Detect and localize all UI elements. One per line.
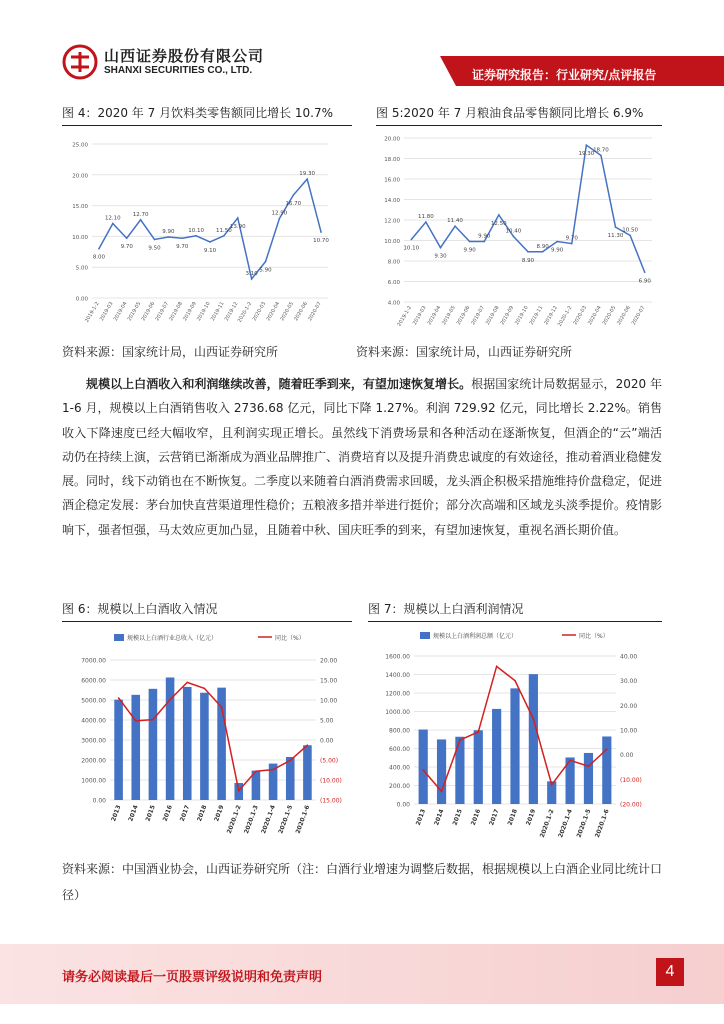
bar bbox=[149, 689, 158, 800]
y-left-tick-label: 1600.00 bbox=[385, 653, 410, 661]
y-right-tick-label: 30.00 bbox=[620, 678, 638, 686]
data-point bbox=[320, 231, 322, 233]
fig7-combo-chart bbox=[368, 626, 664, 848]
data-label: 12.70 bbox=[132, 211, 149, 218]
x-tick-label: 2020.1-6 bbox=[593, 808, 611, 839]
data-label: 9.10 bbox=[203, 247, 217, 254]
y-tick-label: 15.00 bbox=[72, 204, 88, 211]
yoy-point bbox=[221, 706, 223, 708]
y-right-tick-label: 5.00 bbox=[320, 717, 334, 725]
fig5-title: 图 5:2020 年 7 月粮油食品零售额同比增长 6.9% bbox=[376, 106, 644, 120]
bar bbox=[455, 737, 464, 804]
bar bbox=[183, 687, 192, 800]
y-tick-label: 18.00 bbox=[384, 157, 400, 163]
fig4-title: 图 4：2020 年 7 月饮料类零售额同比增长 10.7% bbox=[62, 106, 334, 120]
x-tick-label: 2019-04 bbox=[112, 301, 129, 323]
x-tick-label: 2020.1-4 bbox=[260, 804, 277, 835]
x-tick-label: 2018 bbox=[196, 804, 209, 823]
y-left-tick-label: 200.00 bbox=[389, 783, 410, 790]
y-tick-label: 25.00 bbox=[72, 142, 88, 149]
y-left-tick-label: 600.00 bbox=[389, 746, 410, 753]
data-label: 11.30 bbox=[607, 233, 624, 240]
data-point bbox=[469, 241, 471, 243]
x-tick-label: 2020.1-2 bbox=[538, 808, 556, 839]
x-tick-label: 2020.1-2 bbox=[225, 804, 243, 835]
x-tick-label: 2019-05 bbox=[441, 305, 457, 327]
x-tick-label: 2020-04 bbox=[265, 301, 282, 323]
x-tick-label: 2019-11 bbox=[528, 305, 545, 327]
legend-bar-label: 规模以上白酒利润总额（亿元） bbox=[433, 633, 518, 640]
yoy-point bbox=[135, 720, 137, 722]
data-point bbox=[440, 247, 442, 249]
yoy-point bbox=[152, 719, 154, 721]
x-tick-label: 2019-08 bbox=[168, 301, 184, 323]
data-label: 8.90 bbox=[536, 243, 549, 250]
data-point bbox=[292, 194, 294, 196]
data-point bbox=[154, 239, 156, 241]
x-tick-label: 2019 bbox=[213, 804, 226, 823]
bar bbox=[474, 730, 483, 804]
y-right-tick-label: (15.00) bbox=[320, 797, 342, 805]
x-tick-label: 2020-03 bbox=[572, 305, 589, 327]
fig7-title: 图 7：规模以上白酒利润情况 bbox=[368, 602, 524, 616]
data-point bbox=[483, 241, 485, 243]
yoy-point bbox=[169, 699, 171, 701]
y-tick-label: 0.00 bbox=[75, 296, 88, 303]
bar bbox=[529, 674, 538, 804]
data-point bbox=[112, 223, 114, 225]
data-point bbox=[586, 144, 588, 146]
x-tick-label: 2019-09 bbox=[182, 301, 198, 323]
page-number: 4 bbox=[656, 958, 684, 986]
x-tick-label: 2015 bbox=[144, 804, 157, 823]
data-point bbox=[513, 236, 515, 238]
bar bbox=[303, 745, 312, 800]
data-label: 9.70 bbox=[176, 244, 189, 251]
x-tick-label: 2016 bbox=[469, 808, 483, 827]
data-label: 9.90 bbox=[162, 229, 175, 236]
x-tick-label: 2020-06 bbox=[293, 301, 309, 323]
y-tick-label: 16.00 bbox=[384, 177, 400, 184]
data-label: 9.90 bbox=[463, 247, 476, 254]
x-tick-label: 2020.1-3 bbox=[243, 804, 260, 835]
data-point bbox=[126, 237, 128, 239]
data-label: 11.40 bbox=[447, 218, 463, 225]
x-tick-label: 2020-04 bbox=[587, 305, 603, 327]
x-tick-label: 2019-06 bbox=[455, 305, 472, 327]
x-tick-label: 2020-05 bbox=[601, 305, 618, 327]
y-tick-label: 5.00 bbox=[75, 265, 88, 272]
fig4-source: 资料来源：国家统计局，山西证券研究所 bbox=[62, 345, 279, 359]
y-left-tick-label: 2000.00 bbox=[81, 757, 106, 765]
y-tick-label: 20.00 bbox=[72, 173, 88, 180]
data-label: 9.90 bbox=[551, 247, 564, 254]
y-right-tick-label: (10.00) bbox=[320, 777, 342, 785]
y-right-tick-label: 20.00 bbox=[320, 657, 338, 665]
data-label: 8.00 bbox=[92, 254, 106, 261]
data-label: 19.30 bbox=[299, 171, 316, 178]
bar bbox=[510, 688, 519, 804]
fig6-title: 图 6：规模以上白酒收入情况 bbox=[62, 602, 218, 616]
body-lead-bold: 规模以上白酒收入和利润继续改善，随着旺季到来，有望加速恢复增长。 bbox=[86, 377, 472, 391]
footnote-source: 资料来源：中国酒业协会，山西证券研究所（注：白酒行业增速为调整后数据，根据规模以上白酒企业同比统计口径） bbox=[62, 862, 663, 902]
company-name-cn: 山西证券股份有限公司 bbox=[104, 46, 265, 65]
yoy-point bbox=[533, 718, 535, 720]
bar bbox=[131, 695, 140, 800]
yoy-point bbox=[606, 748, 608, 750]
fig5-title-rule bbox=[376, 125, 662, 126]
x-tick-label: 2020-07 bbox=[307, 301, 323, 323]
bar bbox=[602, 736, 611, 804]
data-label: 10.70 bbox=[313, 238, 329, 245]
data-label: 10.50 bbox=[622, 227, 638, 234]
x-tick-label: 2013 bbox=[414, 808, 428, 827]
yoy-point bbox=[477, 731, 479, 733]
y-tick-label: 10.00 bbox=[384, 239, 400, 245]
data-point bbox=[223, 235, 225, 237]
data-label: 9.90 bbox=[478, 233, 491, 240]
data-label: 10.40 bbox=[505, 228, 522, 235]
fig4-line-chart bbox=[62, 130, 352, 338]
x-tick-label: 2014 bbox=[127, 804, 140, 823]
data-label: 19.30 bbox=[578, 151, 595, 158]
x-tick-label: 2019-07 bbox=[154, 301, 171, 323]
yoy-point bbox=[514, 680, 516, 682]
x-tick-label: 2017 bbox=[488, 808, 501, 827]
x-tick-label: 2019-05 bbox=[126, 301, 143, 323]
body-paragraph bbox=[62, 372, 662, 542]
y-left-tick-label: 3000.00 bbox=[81, 737, 106, 745]
company-name-en: SHANXI SECURITIES CO., LTD. bbox=[104, 64, 253, 76]
data-point bbox=[498, 214, 500, 216]
data-point bbox=[209, 241, 211, 243]
y-right-tick-label: 15.00 bbox=[320, 677, 338, 685]
data-point bbox=[265, 261, 267, 263]
x-tick-label: 2020.1-5 bbox=[277, 804, 295, 835]
x-tick-label: 2019-11 bbox=[209, 301, 226, 323]
x-tick-label: 2019-1-2 bbox=[84, 301, 101, 324]
fig5-line-chart bbox=[376, 130, 666, 338]
y-left-tick-label: 5000.00 bbox=[81, 697, 106, 705]
yoy-point bbox=[118, 697, 120, 699]
x-tick-label: 2019-09 bbox=[499, 305, 516, 327]
yoy-point bbox=[255, 770, 257, 772]
data-label: 11.80 bbox=[418, 214, 434, 221]
data-label: 10.10 bbox=[188, 227, 204, 234]
bar bbox=[286, 757, 295, 800]
x-tick-label: 2020.1-6 bbox=[294, 804, 312, 835]
x-tick-label: 2020-1-2 bbox=[236, 301, 254, 324]
x-tick-label: 2020-07 bbox=[630, 305, 647, 327]
legend-line-label: 同比（%） bbox=[579, 633, 609, 640]
y-left-tick-label: 0.00 bbox=[92, 797, 106, 805]
data-point bbox=[425, 221, 427, 223]
report-type-label: 证券研究报告：行业研究/点评报告 bbox=[472, 68, 657, 82]
x-tick-label: 2015 bbox=[451, 808, 464, 827]
y-right-tick-label: 10.00 bbox=[620, 727, 638, 735]
x-tick-label: 2020-03 bbox=[251, 301, 268, 323]
data-label: 12.90 bbox=[271, 210, 288, 217]
fig6-combo-chart bbox=[62, 626, 356, 848]
y-right-tick-label: (10.00) bbox=[620, 776, 642, 784]
x-tick-label: 2019-07 bbox=[470, 305, 486, 327]
data-label: 13.90 bbox=[229, 223, 246, 230]
data-point bbox=[629, 235, 631, 237]
data-label: 5.90 bbox=[259, 267, 272, 274]
data-label: 16.70 bbox=[285, 201, 302, 208]
yoy-point bbox=[441, 791, 443, 793]
x-tick-label: 2019-03 bbox=[98, 301, 115, 323]
yoy-point bbox=[186, 682, 188, 684]
y-tick-label: 20.00 bbox=[384, 136, 400, 143]
body-text: 根据国家统计局数据显示，2020 年 1-6 月，规模以上白酒销售收入 2736.68 亿元，同比下降 1.27%。利润 729.92 亿元，同比增长 2.22%。销售收入下降速度已经大幅收窄，且利润实现正增长。虽然线下消费场景和各种活动在逐渐恢复，但酒企的“云”端活动仍在持续上演，云营销已渐渐成为酒业品牌推广、消费培育以及提升消费忠诚度的有效途径，推动着酒业稳健发展。同时，线下动销也在不断恢复。二季度以来随着白酒消费需求回暖，龙头酒企积极采措施维持价盘稳定，促进酒企稳定发展：茅台加快直营渠道理性稳价；五粮液多措并举进行挺价；部分次高端和区域龙头淡季提价。疫情影响下，强者恒强，马太效应更加凸显，且随着中秋、国庆旺季的到来，有望加速恢复，重视名酒长期价值。 bbox=[62, 377, 663, 537]
data-point bbox=[410, 239, 412, 241]
data-point bbox=[571, 243, 573, 245]
series-line bbox=[99, 179, 321, 279]
y-left-tick-label: 400.00 bbox=[389, 764, 410, 772]
yoy-line bbox=[119, 682, 308, 790]
fig5-source: 资料来源：国家统计局，山西证券研究所 bbox=[356, 345, 573, 359]
legend-bar-swatch bbox=[420, 632, 430, 639]
data-point bbox=[195, 235, 197, 237]
fig6-title-rule bbox=[62, 621, 352, 622]
yoy-point bbox=[307, 744, 309, 746]
data-label: 11.50 bbox=[216, 227, 232, 234]
bar bbox=[584, 753, 593, 804]
data-point bbox=[644, 271, 646, 273]
data-label: 9.70 bbox=[565, 235, 578, 242]
y-tick-label: 6.00 bbox=[387, 280, 400, 286]
data-point bbox=[98, 248, 100, 250]
x-tick-label: 2019-06 bbox=[140, 301, 157, 323]
yoy-point bbox=[204, 688, 206, 690]
data-point bbox=[615, 226, 617, 228]
footer-disclaimer: 请务必阅读最后一页股票评级说明和免责声明 bbox=[62, 970, 323, 985]
y-right-tick-label: 10.00 bbox=[320, 697, 338, 705]
y-tick-label: 14.00 bbox=[384, 198, 400, 204]
y-right-tick-label: 20.00 bbox=[620, 702, 638, 710]
x-tick-label: 2020.1-5 bbox=[575, 808, 593, 839]
yoy-point bbox=[551, 784, 553, 786]
y-tick-label: 10.00 bbox=[72, 234, 88, 241]
data-point bbox=[454, 225, 456, 227]
y-tick-label: 12.00 bbox=[384, 218, 400, 225]
y-left-tick-label: 1000.00 bbox=[385, 709, 410, 716]
x-tick-label: 2019-04 bbox=[426, 305, 443, 327]
x-tick-label: 2019-10 bbox=[196, 301, 212, 323]
y-tick-label: 8.00 bbox=[387, 259, 400, 266]
data-label: 12.50 bbox=[490, 220, 507, 227]
yoy-point bbox=[238, 790, 240, 792]
y-right-tick-label: (20.00) bbox=[620, 801, 642, 809]
yoy-point bbox=[569, 760, 571, 762]
yoy-point bbox=[496, 666, 498, 668]
yoy-point bbox=[289, 760, 291, 762]
data-point bbox=[542, 251, 544, 253]
x-tick-label: 2019-1-2 bbox=[396, 305, 414, 328]
data-point bbox=[140, 219, 142, 221]
y-left-tick-label: 6000.00 bbox=[81, 677, 106, 685]
report-header bbox=[0, 0, 724, 95]
yoy-point bbox=[588, 765, 590, 767]
yoy-point bbox=[459, 739, 461, 741]
y-left-tick-label: 1400.00 bbox=[385, 672, 410, 679]
data-point bbox=[181, 237, 183, 239]
data-label: 9.30 bbox=[434, 253, 447, 260]
y-left-tick-label: 800.00 bbox=[389, 727, 410, 735]
yoy-point bbox=[422, 769, 424, 771]
data-label: 9.70 bbox=[120, 244, 133, 251]
y-left-tick-label: 7000.00 bbox=[81, 657, 106, 665]
bar bbox=[419, 730, 428, 804]
x-tick-label: 2019-10 bbox=[514, 305, 530, 327]
y-left-tick-label: 1000.00 bbox=[81, 777, 106, 785]
data-label: 3.10 bbox=[245, 270, 258, 277]
y-left-tick-label: 1200.00 bbox=[385, 690, 410, 698]
data-label: 9.50 bbox=[148, 245, 161, 252]
x-tick-label: 2014 bbox=[433, 808, 446, 827]
data-point bbox=[237, 217, 239, 219]
data-point bbox=[556, 241, 558, 243]
data-label: 10.10 bbox=[403, 245, 420, 252]
data-point bbox=[168, 236, 170, 238]
x-tick-label: 2020-1-2 bbox=[556, 305, 574, 328]
y-right-tick-label: 40.00 bbox=[620, 653, 638, 661]
legend-line-label: 同比（%） bbox=[275, 635, 305, 642]
x-tick-label: 2016 bbox=[161, 804, 174, 823]
bar bbox=[114, 700, 123, 800]
y-tick-label: 4.00 bbox=[387, 300, 400, 307]
x-tick-label: 2019 bbox=[524, 808, 538, 827]
legend-bar-swatch bbox=[114, 634, 124, 641]
data-point bbox=[306, 178, 308, 180]
data-label: 6.90 bbox=[638, 278, 651, 285]
data-label: 12.10 bbox=[104, 215, 121, 222]
x-tick-label: 2018 bbox=[506, 808, 519, 827]
data-point bbox=[279, 218, 281, 220]
x-tick-label: 2019-08 bbox=[484, 305, 501, 327]
data-label: 18.70 bbox=[593, 147, 609, 154]
y-left-tick-label: 0.00 bbox=[396, 801, 410, 809]
bar bbox=[492, 709, 501, 804]
y-left-tick-label: 4000.00 bbox=[81, 717, 106, 725]
x-tick-label: 2020.1-4 bbox=[557, 808, 574, 839]
y-right-tick-label: (5.00) bbox=[320, 757, 339, 765]
x-tick-label: 2013 bbox=[110, 804, 123, 823]
data-label: 8.90 bbox=[521, 257, 535, 264]
x-tick-label: 2019-12 bbox=[223, 301, 240, 323]
fig7-title-rule bbox=[368, 621, 662, 622]
x-tick-label: 2019-03 bbox=[411, 305, 428, 327]
y-right-tick-label: 0.00 bbox=[320, 737, 334, 745]
yoy-point bbox=[272, 769, 274, 771]
x-tick-label: 2017 bbox=[178, 804, 192, 823]
legend-bar-label: 规模以上白酒行业总收入（亿元） bbox=[127, 635, 218, 642]
data-point bbox=[600, 155, 602, 157]
bar bbox=[437, 739, 446, 804]
data-point bbox=[527, 251, 529, 253]
data-point bbox=[251, 278, 253, 280]
bar bbox=[200, 693, 209, 800]
x-tick-label: 2020-06 bbox=[616, 305, 632, 327]
y-right-tick-label: 0.00 bbox=[620, 752, 634, 760]
fig4-title-rule bbox=[62, 125, 352, 126]
x-tick-label: 2019-12 bbox=[543, 305, 559, 327]
x-tick-label: 2020-05 bbox=[279, 301, 296, 323]
